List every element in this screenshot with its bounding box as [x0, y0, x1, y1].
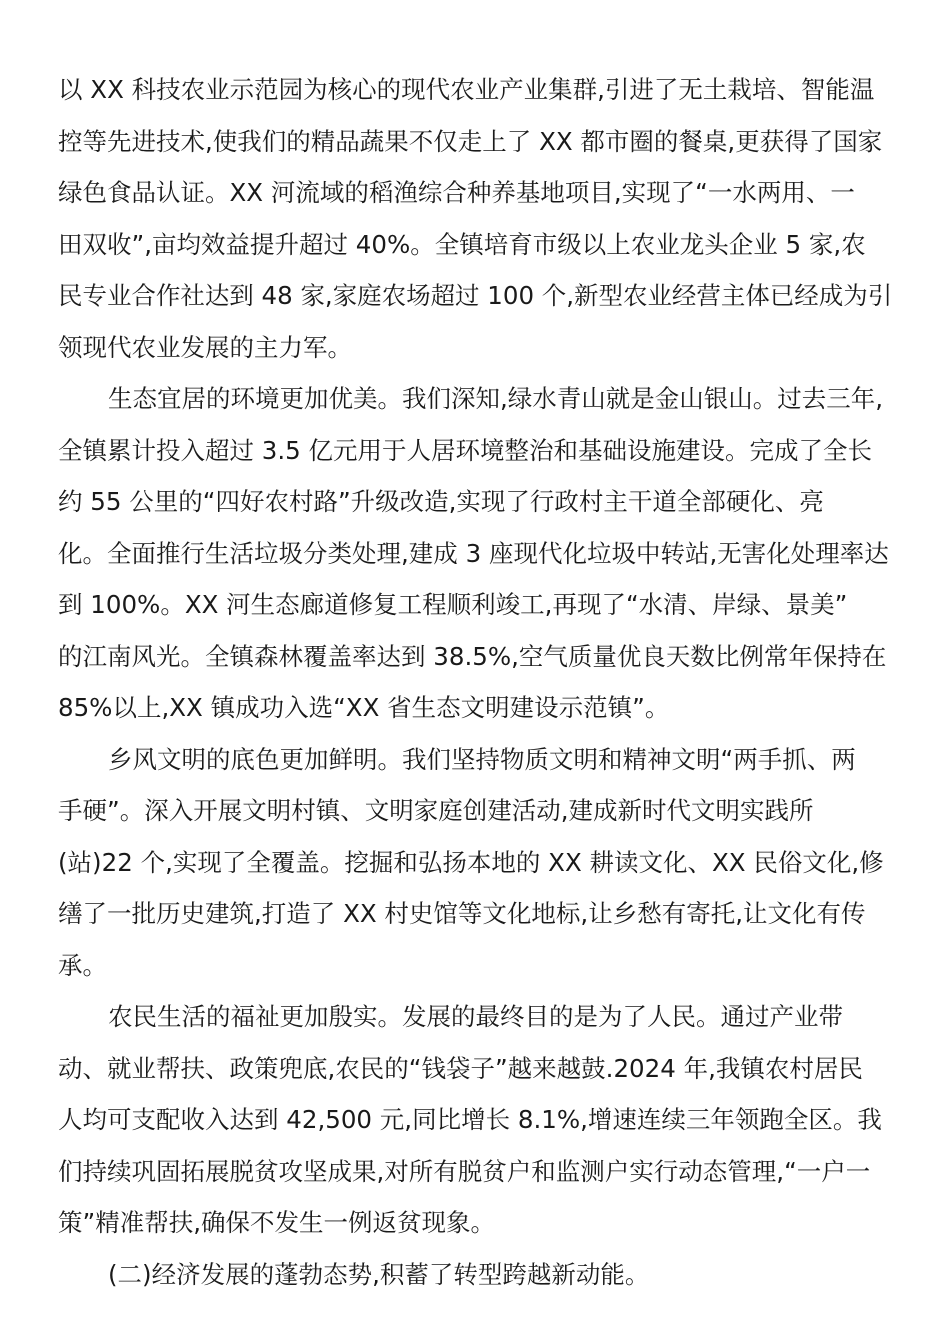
document-body: [58, 64, 892, 1300]
text-line: 控等先进技术,使我们的精品蔬果不仅走上了 XX 都市圈的餐桌,更获得了国家: [58, 126, 883, 156]
text-line: 承。: [58, 950, 107, 980]
section-heading: (二)经济发展的蓬勃态势,积蓄了转型跨越新动能。: [108, 1259, 650, 1289]
text-line: 领现代农业发展的主力军。: [58, 332, 352, 362]
text-line: 民专业合作社达到 48 家,家庭农场超过 100 个,新型农业经营主体已经成为引: [58, 281, 893, 310]
text-line: 策”精准帮扶,确保不发生一例返贫现象。: [58, 1208, 495, 1237]
text-line: 全镇累计投入超过 3.5 亿元用于人居环境整治和基础设施建设。完成了全长: [58, 435, 873, 465]
paragraph-ecology-start: 生态宜居的环境更加优美。我们深知,绿水青山就是金山银山。过去三年,: [108, 384, 884, 413]
text-line: 人均可支配收入达到 42,500 元,同比增长 8.1%,增速连续三年领跑全区。我: [58, 1105, 882, 1134]
text-line: 缮了一批历史建筑,打造了 XX 村史馆等文化地标,让乡愁有寄托,让文化有传: [58, 899, 866, 928]
text-line: 以 XX 科技农业示范园为核心的现代农业产业集群,引进了无土栽培、智能温: [58, 75, 875, 104]
text-line: (站)22 个,实现了全覆盖。挖掘和弘扬本地的 XX 耕读文化、XX 民俗文化,修: [58, 847, 884, 877]
text-line: 田双收”,亩均效益提升超过 40%。全镇培育市级以上农业龙头企业 5 家,农: [58, 229, 866, 259]
text-line: 的江南风光。全镇森林覆盖率达到 38.5%,空气质量优良天数比例常年保持在: [58, 641, 887, 671]
text-line: 手硬”。深入开展文明村镇、文明家庭创建活动,建成新时代文明实践所: [58, 796, 814, 825]
text-line: 85%以上,XX 镇成功入选“XX 省生态文明建设示范镇”。: [58, 693, 670, 722]
text-line: 绿色食品认证。XX 河流域的稻渔综合种养基地项目,实现了“一水两用、一: [58, 178, 855, 207]
text-line: 们持续巩固拓展脱贫攻坚成果,对所有脱贫户和监测户实行动态管理,“一户一: [58, 1156, 871, 1186]
paragraph-civility-start: 乡风文明的底色更加鲜明。我们坚持物质文明和精神文明“两手抓、两: [108, 744, 856, 774]
text-line: 到 100%。XX 河生态廊道修复工程顺利竣工,再现了“水清、岸绿、景美”: [58, 590, 848, 619]
text-line: 化。全面推行生活垃圾分类处理,建成 3 座现代化垃圾中转站,无害化处理率达: [58, 538, 889, 568]
text-line: 约 55 公里的“四好农村路”升级改造,实现了行政村主干道全部硬化、亮: [58, 487, 824, 516]
paragraph-wellbeing-start: 农民生活的福祉更加殷实。发展的最终目的是为了人民。通过产业带: [108, 1002, 843, 1031]
text-line: 动、就业帮扶、政策兜底,农民的“钱袋子”越来越鼓.2024 年,我镇农村居民: [58, 1053, 863, 1083]
